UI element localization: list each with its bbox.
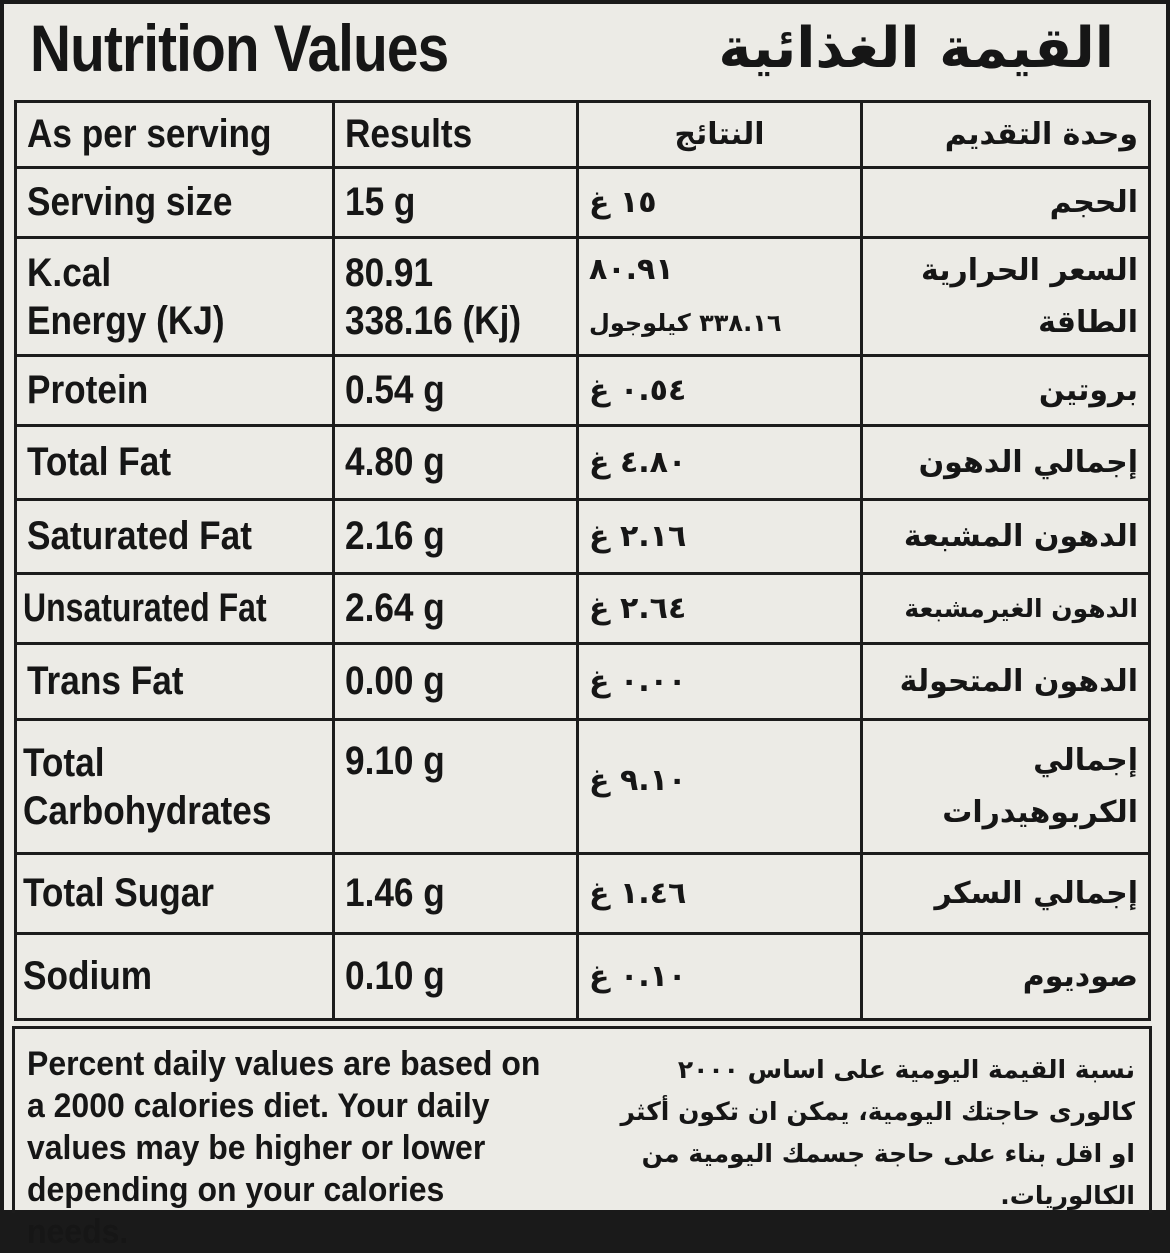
table-row xyxy=(16,238,1150,356)
row-value: 0.54 g xyxy=(334,356,578,426)
row-name-arabic: إجمالي الكربوهيدرات xyxy=(862,720,1150,854)
table-header-row xyxy=(16,102,1150,168)
header-results: Results xyxy=(334,102,578,168)
row-name-arabic: إجمالي السكر xyxy=(862,854,1150,934)
row-name-arabic: بروتين xyxy=(862,356,1150,426)
row-value: 15 g xyxy=(334,168,578,238)
header-serving-unit-arabic: وحدة التقديم xyxy=(862,102,1150,168)
nutrition-table xyxy=(14,100,1151,1021)
table-row xyxy=(16,356,1150,426)
row-value: 2.64 g xyxy=(334,574,578,644)
table-row xyxy=(16,644,1150,720)
table-row xyxy=(16,574,1150,644)
row-value: 80.91 338.16 (Kj) xyxy=(334,238,578,356)
row-value-arabic: ٤.٨٠ غ xyxy=(578,426,862,500)
row-name: Protein xyxy=(16,356,334,426)
row-value-arabic: ٢.٦٤ غ xyxy=(578,574,862,644)
row-name: Unsaturated Fat xyxy=(16,574,334,644)
table-row xyxy=(16,934,1150,1020)
row-value: 0.10 g xyxy=(334,934,578,1020)
row-name: Serving size xyxy=(16,168,334,238)
table-row xyxy=(16,168,1150,238)
note-english: Percent daily values are based on a 2000 calories diet. Your daily values may be higher or lower depending on your calories needs. xyxy=(27,1045,541,1251)
row-value: 9.10 g xyxy=(334,720,578,854)
row-value: 4.80 g xyxy=(334,426,578,500)
row-name-arabic: الدهون المشبعة xyxy=(862,500,1150,574)
row-name: K.cal Energy (KJ) xyxy=(16,238,334,356)
row-value: 2.16 g xyxy=(334,500,578,574)
row-name-arabic: الحجم xyxy=(862,168,1150,238)
row-name: Saturated Fat xyxy=(16,500,334,574)
row-name: Trans Fat xyxy=(16,644,334,720)
row-name: Total Sugar xyxy=(16,854,334,934)
nutrition-label xyxy=(4,4,1166,1251)
row-value: 0.00 g xyxy=(334,644,578,720)
row-value: 1.46 g xyxy=(334,854,578,934)
table-row xyxy=(16,720,1150,854)
note-arabic: نسبة القيمة اليومية على اساس ٢٠٠٠ كالورى حاجتك اليومية، يمكن ان تكون أكثر او اقل بناء على حاجة جسمك اليومية من الكالوريات. xyxy=(620,1055,1135,1210)
row-value-arabic: ٨٠.٩١ ٣٣٨.١٦ كيلوجول xyxy=(578,238,862,356)
row-value-arabic: ٠.١٠ غ xyxy=(578,934,862,1020)
row-value-arabic: ٠.٠٠ غ xyxy=(578,644,862,720)
row-name: Sodium xyxy=(16,934,334,1020)
row-value-arabic: ٩.١٠ غ xyxy=(578,720,862,854)
header-as-per-serving: As per serving xyxy=(16,102,334,168)
row-name-arabic: الدهون الغيرمشبعة xyxy=(862,574,1150,644)
row-value-arabic: ٢.١٦ غ xyxy=(578,500,862,574)
table-row xyxy=(16,854,1150,934)
row-value-arabic: ١.٤٦ غ xyxy=(578,854,862,934)
table-row xyxy=(16,500,1150,574)
title-english: Nutrition Values xyxy=(30,11,449,85)
row-name-arabic: إجمالي الدهون xyxy=(862,426,1150,500)
row-value-arabic: ١٥ غ xyxy=(578,168,862,238)
row-name-arabic: الدهون المتحولة xyxy=(862,644,1150,720)
row-name-arabic: صوديوم xyxy=(862,934,1150,1020)
row-value-arabic: ٠.٥٤ غ xyxy=(578,356,862,426)
row-name: Total Carbohydrates xyxy=(16,720,334,854)
row-name: Total Fat xyxy=(16,426,334,500)
header-results-arabic: النتائج xyxy=(578,102,862,168)
daily-values-note xyxy=(12,1026,1152,1251)
title-arabic: القيمة الغذائية xyxy=(718,16,1114,81)
table-row xyxy=(16,426,1150,500)
row-name-arabic: السعر الحرارية الطاقة xyxy=(862,238,1150,356)
